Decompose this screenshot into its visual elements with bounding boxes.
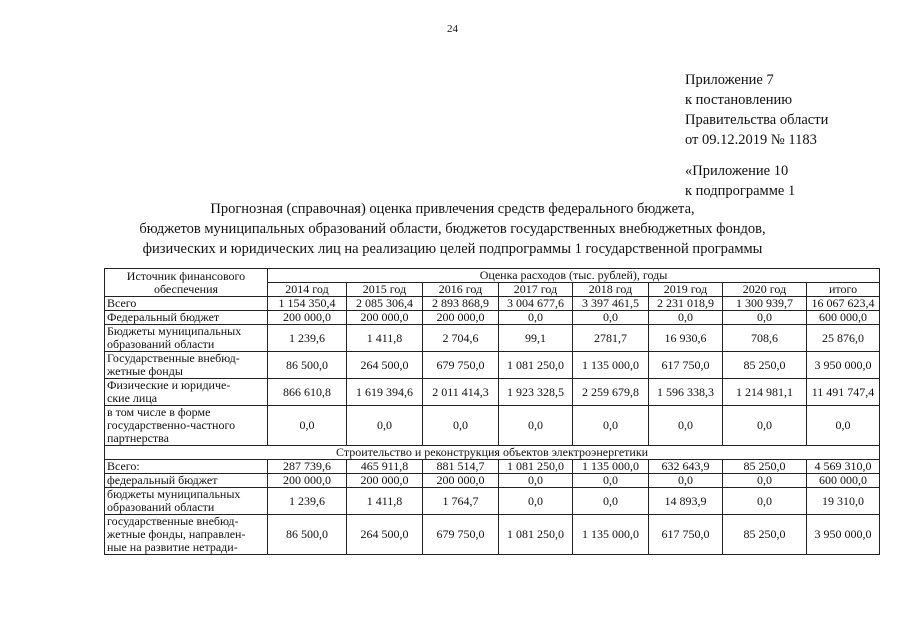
row-label [105, 406, 268, 446]
table-cell: 86 500,0 [268, 515, 347, 555]
table-cell: 99,1 [499, 325, 573, 352]
table-cell: 0,0 [649, 406, 723, 446]
table-cell: 2 011 414,3 [423, 379, 499, 406]
row-label-line: ские лица [107, 391, 158, 405]
table-row [105, 406, 880, 446]
table-row [105, 325, 880, 352]
table-cell: 617 750,0 [649, 352, 723, 379]
table-cell: 0,0 [499, 406, 573, 446]
table-cell: 1 300 939,7 [723, 297, 807, 311]
table-cell: 0,0 [573, 474, 649, 488]
table-cell: 0,0 [723, 311, 807, 325]
row-label [105, 352, 268, 379]
table-cell: 11 491 747,4 [807, 379, 880, 406]
table-cell: 2 085 306,4 [347, 297, 423, 311]
table-cell: 0,0 [573, 488, 649, 515]
table-cell: 1 239,6 [268, 325, 347, 352]
title-line3: физических и юридических лиц на реализацию целей подпрограммы 1 государственной программы [142, 241, 763, 257]
table-cell: 200 000,0 [423, 311, 499, 325]
table-cell: 1 081 250,0 [499, 515, 573, 555]
table-cell: 881 514,7 [423, 460, 499, 474]
table-row [105, 311, 880, 325]
row-label-line: государственно-частного [107, 418, 236, 432]
table-cell: 2 704,6 [423, 325, 499, 352]
table-cell: 200 000,0 [347, 474, 423, 488]
row-label-line: жетные фонды [107, 364, 183, 378]
row-label [105, 325, 268, 352]
row-label-line: государственные внебюд- [107, 514, 239, 528]
table-cell: 1 214 981,1 [723, 379, 807, 406]
table-cell: 16 930,6 [649, 325, 723, 352]
table-cell: 3 397 461,5 [573, 297, 649, 311]
table-cell: 2781,7 [573, 325, 649, 352]
year-header: 2020 год [723, 283, 807, 297]
table-cell: 1 135 000,0 [573, 352, 649, 379]
table-cell: 600 000,0 [807, 474, 880, 488]
expense-header: Оценка расходов (тыс. рублей), годы [268, 269, 880, 283]
table-cell: 86 500,0 [268, 352, 347, 379]
row-label-line: Всего: [107, 459, 140, 473]
year-header: 2015 год [347, 283, 423, 297]
row-label-line: Бюджеты муниципальных [107, 324, 242, 338]
table-cell: 1 135 000,0 [573, 515, 649, 555]
table-cell: 1 596 338,3 [649, 379, 723, 406]
appendix-7-header [685, 70, 828, 150]
row-label [105, 379, 268, 406]
year-header: итого [807, 283, 880, 297]
table-cell: 3 950 000,0 [807, 515, 880, 555]
row-label [105, 488, 268, 515]
table-cell: 19 310,0 [807, 488, 880, 515]
row-label-line: Всего [107, 296, 137, 310]
table-cell: 3 004 677,6 [499, 297, 573, 311]
table-cell: 287 739,6 [268, 460, 347, 474]
appendix-7-line3: Правительства области [685, 112, 829, 128]
table-cell: 1 411,8 [347, 325, 423, 352]
year-header: 2014 год [268, 283, 347, 297]
row-label-line: ные на развитие нетради- [107, 540, 238, 554]
row-label-line: жетные фонды, направлен- [107, 527, 246, 541]
year-header: 2017 год [499, 283, 573, 297]
table-cell: 85 250,0 [723, 352, 807, 379]
table-cell: 4 569 310,0 [807, 460, 880, 474]
table-cell: 25 876,0 [807, 325, 880, 352]
section-row [105, 446, 880, 460]
year-header: 2019 год [649, 283, 723, 297]
table-cell: 0,0 [649, 474, 723, 488]
year-header: 2016 год [423, 283, 499, 297]
table-cell: 264 500,0 [347, 352, 423, 379]
document-title [0, 199, 905, 259]
row-label [105, 460, 268, 474]
title-line2: бюджетов муниципальных образований области, бюджетов государственных внебюджетных фондов, [139, 221, 766, 237]
table-cell: 1 135 000,0 [573, 460, 649, 474]
table-row [105, 488, 880, 515]
table-cell: 866 610,8 [268, 379, 347, 406]
table-cell: 1 764,7 [423, 488, 499, 515]
table-cell: 0,0 [649, 311, 723, 325]
row-label [105, 311, 268, 325]
table-cell: 0,0 [499, 474, 573, 488]
table-cell: 0,0 [423, 406, 499, 446]
table-cell: 264 500,0 [347, 515, 423, 555]
table-cell: 14 893,9 [649, 488, 723, 515]
appendix-7-line4: от 09.12.2019 № 1183 [685, 132, 817, 148]
title-line1: Прогнозная (справочная) оценка привлечения средств федерального бюджета, [210, 201, 695, 217]
row-label-line: Федеральный бюджет [107, 310, 220, 324]
table-cell: 200 000,0 [268, 474, 347, 488]
table-cell: 679 750,0 [423, 515, 499, 555]
table-row [105, 297, 880, 311]
table-cell: 1 619 394,6 [347, 379, 423, 406]
table-cell: 0,0 [723, 474, 807, 488]
row-label [105, 515, 268, 555]
row-label-line: федеральный бюджет [107, 473, 218, 487]
appendix-7-line2: к постановлению [685, 92, 793, 108]
source-header [105, 269, 268, 297]
table-cell: 1 923 328,5 [499, 379, 573, 406]
table-cell: 0,0 [723, 488, 807, 515]
table-cell: 2 893 868,9 [423, 297, 499, 311]
table-cell: 16 067 623,4 [807, 297, 880, 311]
table-cell: 0,0 [268, 406, 347, 446]
table-cell: 0,0 [723, 406, 807, 446]
table-cell: 0,0 [499, 488, 573, 515]
source-header-line: Источник финансового [126, 268, 246, 283]
financing-table [104, 268, 880, 555]
table-cell: 85 250,0 [723, 460, 807, 474]
table-cell: 200 000,0 [347, 311, 423, 325]
table-cell: 0,0 [573, 406, 649, 446]
section-title: Строительство и реконструкция объектов электроэнергетики [105, 446, 880, 460]
table-cell: 0,0 [347, 406, 423, 446]
table-cell: 3 950 000,0 [807, 352, 880, 379]
row-label [105, 474, 268, 488]
row-label-line: Физические и юридиче- [107, 378, 231, 392]
table-cell: 0,0 [807, 406, 880, 446]
appendix-10-line2: к подпрограмме 1 [685, 183, 796, 199]
table-row [105, 515, 880, 555]
table-row [105, 352, 880, 379]
table-cell: 708,6 [723, 325, 807, 352]
table-cell: 200 000,0 [423, 474, 499, 488]
table-cell: 600 000,0 [807, 311, 880, 325]
page-number: 24 [447, 23, 458, 35]
table-row [105, 460, 880, 474]
table-cell: 1 239,6 [268, 488, 347, 515]
table-cell: 1 154 350,4 [268, 297, 347, 311]
year-header: 2018 год [573, 283, 649, 297]
header-row [105, 269, 880, 283]
table-cell: 200 000,0 [268, 311, 347, 325]
row-label-line: партнерства [107, 431, 169, 445]
appendix-10-header [685, 161, 795, 201]
table-cell: 617 750,0 [649, 515, 723, 555]
table-row [105, 379, 880, 406]
table-cell: 85 250,0 [723, 515, 807, 555]
table-cell: 1 081 250,0 [499, 352, 573, 379]
table-cell: 465 911,8 [347, 460, 423, 474]
table-cell: 632 643,9 [649, 460, 723, 474]
table-cell: 0,0 [573, 311, 649, 325]
table-cell: 1 411,8 [347, 488, 423, 515]
source-header-line: обеспечения [153, 281, 219, 296]
table-cell: 2 259 679,8 [573, 379, 649, 406]
table-row [105, 474, 880, 488]
table-cell: 0,0 [499, 311, 573, 325]
appendix-7-line1: Приложение 7 [685, 72, 774, 88]
table-cell: 679 750,0 [423, 352, 499, 379]
row-label [105, 297, 268, 311]
row-label-line: бюджеты муниципальных [107, 487, 241, 501]
table-cell: 1 081 250,0 [499, 460, 573, 474]
row-label-line: в том числе в форме [107, 405, 211, 419]
appendix-10-line1: «Приложение 10 [685, 163, 789, 179]
table-cell: 2 231 018,9 [649, 297, 723, 311]
row-label-line: Государственные внебюд- [107, 351, 240, 365]
row-label-line: образований области [107, 500, 215, 514]
row-label-line: образований области [107, 337, 215, 351]
